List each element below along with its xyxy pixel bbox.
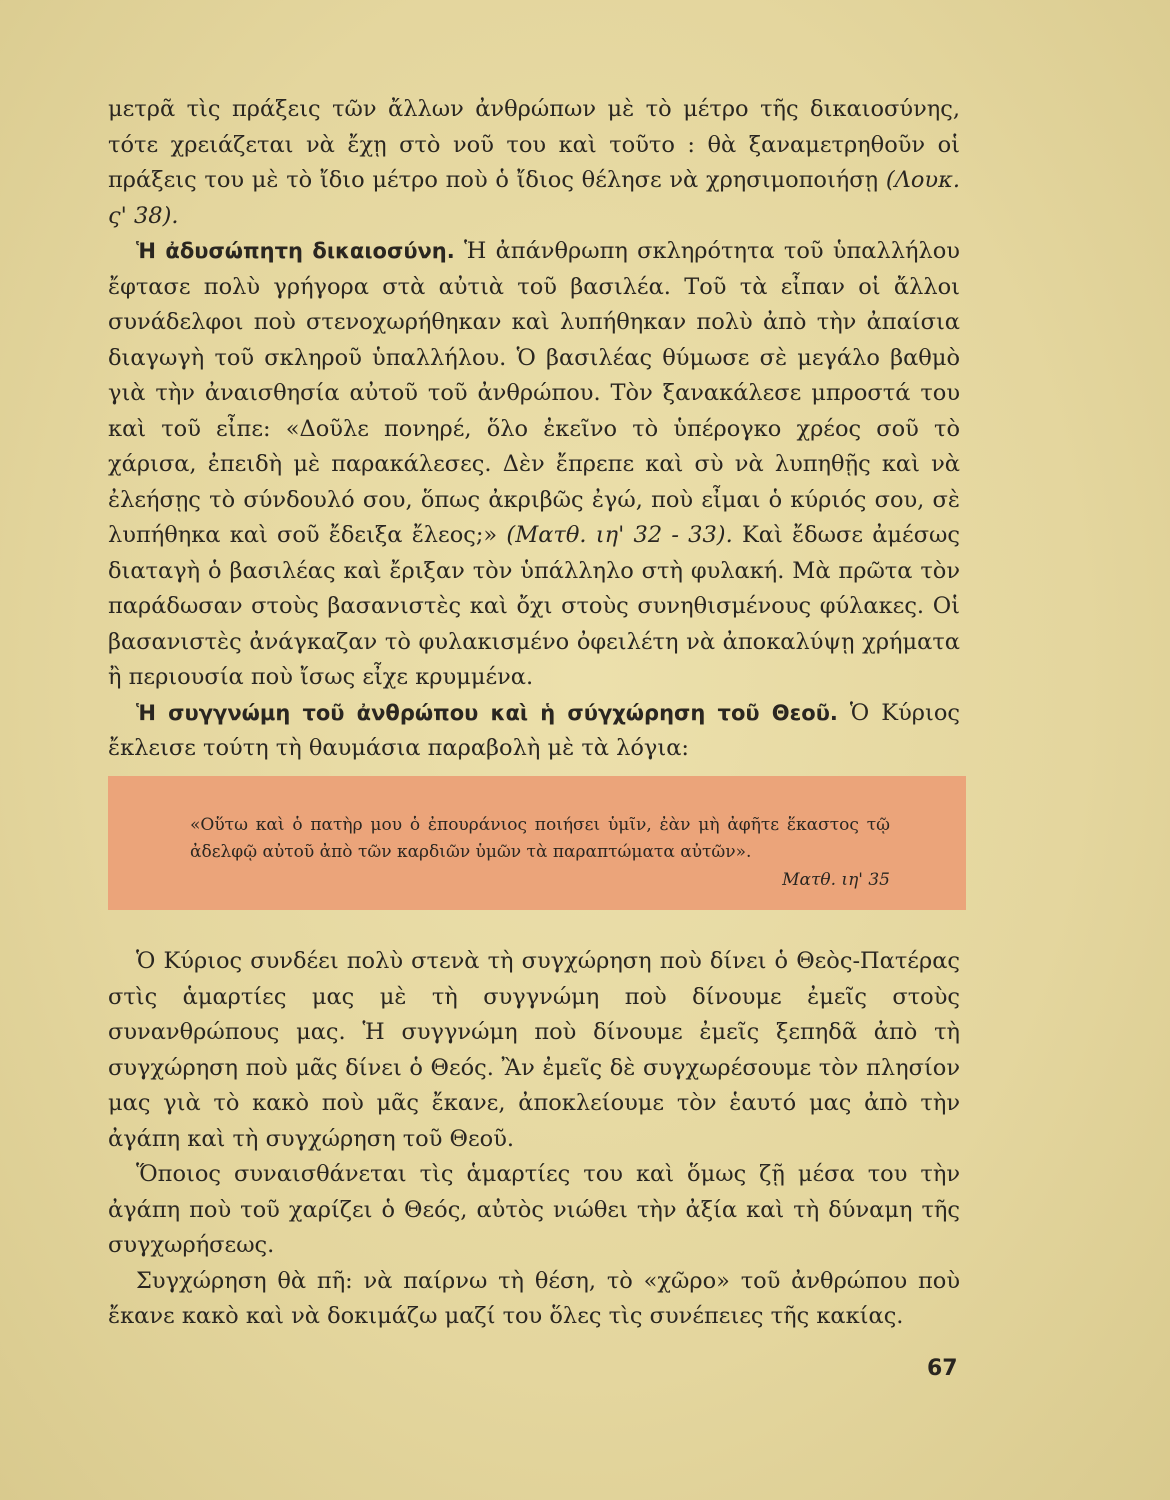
scripture-quote-box: [108, 776, 966, 910]
section-heading: Ἡ συγγνώμη τοῦ ἀνθρώπου καὶ ἡ σύγχώρηση τοῦ Θεοῦ.: [136, 700, 838, 725]
paragraph-text: Ὁ Κύριος ἔκλεισε τούτη τὴ θαυμάσια παραβολὴ μὲ τὰ λόγια:: [108, 699, 960, 761]
scripture-reference: (Λουκ. ς' 38).: [108, 167, 960, 229]
section-heading: Ἡ ἀδυσώπητη δικαιοσύνη.: [136, 239, 455, 263]
paragraph-text: Καὶ ἔδωσε ἀμέσως διαταγὴ ὁ βασιλέας καὶ ἔριξαν τὸν ὑπάλληλο στὴ φυλακή. Μὰ πρῶτα τὸν παράδωσαν στοὺς βασανιστὲς καὶ ὄχι στοὺς συνηθισμένους φύλακες. Οἱ βασανιστὲς ἀνάγκαζαν τὸ φυλακισμένο ὀφειλέτη νὰ ἀποκαλύψῃ χρήματα ἢ περιουσία ποὺ ἴσως εἶχε κρυμμένα.: [108, 522, 960, 690]
scripture-reference: (Ματθ. ιη' 32 - 33).: [506, 522, 733, 548]
lower-text-block: [108, 944, 960, 1335]
paragraph-text: Ἡ ἀπάνθρωπη σκληρότητα τοῦ ὑπαλλήλου ἔφτασε πολὺ γρήγορα στὰ αὐτιὰ τοῦ βασιλέα. Τοῦ τὰ εἶπαν οἱ ἄλλοι συνάδελφοι ποὺ στενοχωρήθηκαν καὶ λυπήθηκαν πολὺ ἀπὸ τὴν ἀπαίσια διαγωγὴ τοῦ σκληροῦ ὑπαλλήλου. Ὁ βασιλέας θύμωσε σὲ μεγάλο βαθμὸ γιὰ τὴν ἀναισθησία αὐτοῦ τοῦ ἀνθρώπου. Τὸν ξανακάλεσε μπροστά του καὶ τοῦ εἶπε: «Δοῦλε πονηρέ, ὅλο ἐκεῖνο τὸ ὑπέρογκο χρέος σοῦ τὸ χάρισα, ἐπειδὴ μὲ παρακάλεσες. Δὲν ἔπρεπε καὶ σὺ νὰ λυπηθῇς καὶ νὰ ἐλεήσῃς τὸ σύνδουλό σου, ὅπως ἀκριβῶς ἐγώ, ποὺ εἶμαι ὁ κύριός σου, σὲ λυπήθηκα καὶ σοῦ ἔδειξα ἔλεος;»: [108, 238, 960, 548]
paragraph-ruthless-justice: [108, 234, 960, 696]
paragraph-continuation: [108, 92, 960, 234]
paragraph-forgiveness: [108, 696, 960, 767]
quote-text: «Οὕτω καὶ ὁ πατὴρ μου ὁ ἐπουράνιος ποιήσει ὑμῖν, ἐὰν μὴ ἀφῆτε ἕκαστος τῷ ἀδελφῷ αὐτοῦ ἀπὸ τῶν καρδιῶν ὑμῶν τὰ παραπτώματα αὐτῶν».: [190, 815, 890, 862]
paragraph: Ὁ Κύριος συνδέει πολὺ στενὰ τὴ συγχώρηση ποὺ δίνει ὁ Θεὸς-Πατέρας στὶς ἁμαρτίες μας μὲ τὴ συγγνώμη ποὺ δίνουμε ἐμεῖς στοὺς συνανθρώπους μας. Ἡ συγγνώμη ποὺ δίνουμε ἐμεῖς ξεπηδᾶ ἀπὸ τὴ συγχώρηση ποὺ μᾶς δίνει ὁ Θεός. Ἂν ἐμεῖς δὲ συγχωρέσουμε τὸν πλησίον μας γιὰ τὸ κακὸ ποὺ μᾶς ἔκανε, ἀποκλείουμε τὸν ἑαυτό μας ἀπὸ τὴν ἀγάπη καὶ τὴ συγχώρηση τοῦ Θεοῦ.: [108, 948, 960, 1152]
paragraph-text: μετρᾶ τὶς πράξεις τῶν ἄλλων ἀνθρώπων μὲ τὸ μέτρο τῆς δικαιοσύνης, τότε χρειάζεται νὰ ἔχῃ στὸ νοῦ του καὶ τοῦτο : θὰ ξαναμετρηθοῦν οἱ πράξεις του μὲ τὸ ἴδιο μέτρο ποὺ ὁ ἴδιος θέλησε νὰ χρησιμοποιήσῃ: [108, 96, 960, 193]
paragraph: Συγχώρηση θὰ πῆ: νὰ παίρνω τὴ θέση, τὸ «χῶρο» τοῦ ἀνθρώπου ποὺ ἔκανε κακὸ καὶ νὰ δοκιμάζω μαζί του ὅλες τὶς συνέπειες τῆς κακίας.: [108, 1267, 960, 1329]
upper-text-block: [108, 92, 960, 767]
paragraph: Ὅποιος συναισθάνεται τὶς ἁμαρτίες του καὶ ὅμως ζῇ μέσα του τὴν ἀγάπη ποὺ τοῦ χαρίζει ὁ Θεός, αὐτὸς νιώθει τὴν ἀξία καὶ τὴ δύναμη τῆς συγχωρήσεως.: [108, 1161, 960, 1258]
quote-reference: Ματθ. ιη' 35: [782, 870, 890, 890]
page-number: 67: [927, 1356, 958, 1381]
